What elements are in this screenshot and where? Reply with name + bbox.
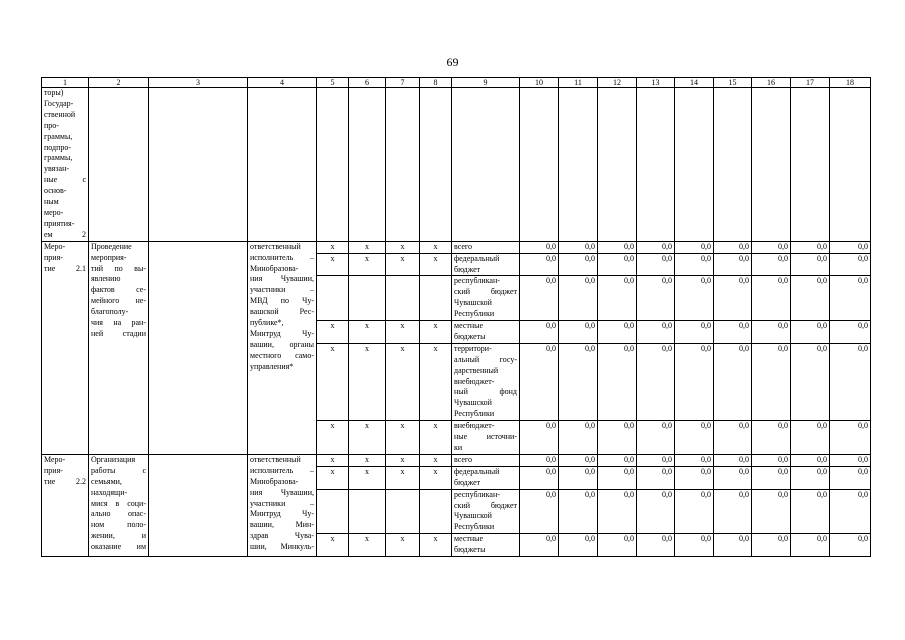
column-header: 2 (89, 78, 149, 88)
funding-source-text (454, 321, 517, 343)
text-line: ответственный (250, 241, 301, 251)
code-mark: x (349, 534, 386, 557)
text-line: исполнитель – (250, 252, 314, 262)
amount-value: 0,0 (714, 241, 752, 253)
column-header: 12 (598, 78, 637, 88)
text-line: здрав Чува- (250, 531, 314, 541)
code-mark: x (349, 253, 386, 276)
text-line: граммы, (44, 131, 73, 141)
text-line: мися в соци- (91, 498, 146, 508)
funding-source-text (454, 276, 517, 320)
carry-over-title-text (44, 88, 86, 241)
text-line: вашии, Мин- (250, 520, 314, 530)
column-header: 14 (675, 78, 714, 88)
text-line: чия на ран- (91, 318, 146, 328)
text-line: торы) (44, 88, 64, 97)
amount-value: 0,0 (637, 321, 675, 344)
amount-value: 0,0 (752, 489, 791, 534)
column-header: 9 (452, 78, 520, 88)
amount-value: 0,0 (714, 253, 752, 276)
code-mark: x (349, 466, 386, 489)
code-mark: x (317, 321, 349, 344)
text-line: Государ- (44, 98, 74, 108)
column-header: 7 (386, 78, 420, 88)
carry-over-row (42, 88, 871, 242)
amount-value: 0,0 (791, 489, 830, 534)
funding-source-text (454, 254, 517, 276)
event-number (42, 454, 89, 556)
text-line: явлению (91, 274, 121, 284)
column-header: 3 (149, 78, 248, 88)
empty-cell (386, 88, 420, 242)
text-line: ния Чувашии, (250, 487, 314, 497)
amount-value: 0,0 (752, 421, 791, 455)
event-name-text (91, 242, 146, 340)
empty-cell (791, 88, 830, 242)
text-line: территори- (454, 343, 492, 353)
amount-value: 0,0 (675, 466, 714, 489)
empty-cell (714, 88, 752, 242)
amount-value: 0,0 (752, 343, 791, 420)
text-line: ней стадии (91, 328, 146, 338)
amount-value: 0,0 (830, 421, 871, 455)
text-line: шии, Минкуль- (250, 542, 314, 552)
amount-value: 0,0 (598, 343, 637, 420)
text-line: Чувашской (454, 298, 492, 308)
text-line: жении, и (91, 531, 146, 541)
text-line: Проведение (91, 241, 132, 251)
text-line: вашской Рес- (250, 307, 314, 317)
text-line: граммы, (44, 153, 73, 163)
code-mark (349, 489, 386, 534)
amount-value: 0,0 (598, 466, 637, 489)
text-line: управления* (250, 361, 294, 371)
amount-value: 0,0 (675, 276, 714, 321)
budget-table (41, 77, 871, 557)
column-header: 13 (637, 78, 675, 88)
amount-value: 0,0 (675, 241, 714, 253)
text-line: вашии, органы (250, 339, 314, 349)
text-line: мероприя- (91, 252, 127, 262)
text-line: ный фонд (454, 387, 517, 397)
amount-value: 0,0 (791, 276, 830, 321)
code-mark: x (386, 343, 420, 420)
code-mark: x (420, 253, 452, 276)
text-line: ные источни- (454, 432, 517, 442)
amount-value: 0,0 (675, 253, 714, 276)
amount-value: 0,0 (714, 534, 752, 557)
event-number-text (44, 455, 86, 488)
amount-value: 0,0 (791, 321, 830, 344)
header-row (42, 78, 871, 88)
column-header: 16 (752, 78, 791, 88)
code-mark (386, 276, 420, 321)
amount-value: 0,0 (714, 421, 752, 455)
amount-value: 0,0 (714, 489, 752, 534)
text-line: внебюджет- (454, 421, 495, 431)
amount-value: 0,0 (598, 534, 637, 557)
text-line: Республики (454, 522, 495, 532)
code-mark: x (317, 241, 349, 253)
amount-value: 0,0 (830, 534, 871, 557)
funding-source (452, 421, 520, 455)
text-line: участники – (250, 285, 314, 295)
text-line: Минтруд Чу- (250, 328, 314, 338)
text-line: ном поло- (91, 520, 146, 530)
text-line: фактов се- (91, 285, 146, 295)
text-line: ным (44, 197, 59, 207)
amount-value: 0,0 (520, 343, 559, 420)
amount-value: 0,0 (598, 321, 637, 344)
text-line: тие 2.1 (44, 263, 86, 273)
amount-value: 0,0 (637, 276, 675, 321)
code-mark: x (420, 534, 452, 557)
funding-source (452, 241, 520, 253)
amount-value: 0,0 (714, 343, 752, 420)
text-line: ально опас- (91, 509, 146, 519)
column-header: 17 (791, 78, 830, 88)
table-row (42, 241, 871, 253)
text-line: Организация (91, 454, 136, 464)
code-mark: x (420, 454, 452, 466)
column-header: 15 (714, 78, 752, 88)
text-line: Республики (454, 409, 495, 419)
text-line: увязан- (44, 164, 70, 174)
text-line: Меро- (44, 241, 66, 251)
code-mark: x (317, 466, 349, 489)
amount-value: 0,0 (675, 489, 714, 534)
text-line: основ- (44, 186, 67, 196)
text-line: республикан- (454, 489, 500, 499)
event-name-text (91, 455, 146, 553)
code-mark: x (349, 343, 386, 420)
text-line: благополу- (91, 307, 129, 317)
amount-value: 0,0 (791, 253, 830, 276)
text-line: всего (454, 454, 473, 464)
code-mark (317, 276, 349, 321)
empty-cell (559, 88, 598, 242)
code-mark: x (386, 454, 420, 466)
code-mark: x (420, 343, 452, 420)
amount-value: 0,0 (559, 343, 598, 420)
amount-value: 0,0 (559, 534, 598, 557)
text-line: бюджеты (454, 545, 486, 555)
amount-value: 0,0 (752, 534, 791, 557)
table-row (42, 454, 871, 466)
amount-value: 0,0 (520, 241, 559, 253)
empty-cell (248, 88, 317, 242)
amount-value: 0,0 (791, 466, 830, 489)
amount-value: 0,0 (598, 276, 637, 321)
amount-value: 0,0 (598, 421, 637, 455)
text-line: Минобразова- (250, 263, 299, 273)
amount-value: 0,0 (714, 321, 752, 344)
text-line: публике*, (250, 318, 284, 328)
text-line: Чувашской (454, 511, 492, 521)
text-line: про- (44, 120, 59, 130)
amount-value: 0,0 (559, 489, 598, 534)
amount-value: 0,0 (559, 241, 598, 253)
amount-value: 0,0 (675, 454, 714, 466)
amount-value: 0,0 (752, 241, 791, 253)
code-mark: x (420, 321, 452, 344)
column-header: 4 (248, 78, 317, 88)
amount-value: 0,0 (559, 253, 598, 276)
funding-source (452, 276, 520, 321)
amount-value: 0,0 (752, 454, 791, 466)
funding-source (452, 321, 520, 344)
text-line: Чувашской (454, 398, 492, 408)
amount-value: 0,0 (752, 321, 791, 344)
text-line: семьями, (91, 476, 122, 486)
text-line: работы с (91, 465, 146, 475)
text-line: бюджет (454, 264, 481, 274)
amount-value: 0,0 (559, 421, 598, 455)
text-line: прия- (44, 465, 63, 475)
code-mark: x (317, 343, 349, 420)
code-mark: x (349, 321, 386, 344)
amount-value: 0,0 (598, 253, 637, 276)
amount-value: 0,0 (637, 241, 675, 253)
text-line: федеральный (454, 253, 500, 263)
text-line: МВД по Чу- (250, 296, 314, 306)
event-number-text (44, 242, 86, 275)
code-mark: x (386, 321, 420, 344)
empty-cell (598, 88, 637, 242)
event-empty-cell (149, 241, 248, 454)
text-line: меро- (44, 207, 64, 217)
amount-value: 0,0 (830, 454, 871, 466)
text-line: ответственный (250, 454, 301, 464)
text-line: Меро- (44, 454, 66, 464)
code-mark: x (317, 534, 349, 557)
amount-value: 0,0 (791, 343, 830, 420)
amount-value: 0,0 (752, 466, 791, 489)
amount-value: 0,0 (791, 454, 830, 466)
amount-value: 0,0 (675, 534, 714, 557)
amount-value: 0,0 (830, 253, 871, 276)
empty-cell (752, 88, 791, 242)
column-header: 10 (520, 78, 559, 88)
code-mark: x (349, 421, 386, 455)
text-line: ем 2 (44, 229, 86, 239)
text-line: всего (454, 241, 473, 251)
code-mark: x (386, 421, 420, 455)
event-executor-text (250, 455, 314, 553)
empty-cell (317, 88, 349, 242)
text-line: тий по вы- (91, 263, 146, 273)
text-line: бюджеты (454, 331, 486, 341)
funding-source-text (454, 344, 517, 420)
text-line: ственной (44, 109, 76, 119)
text-line: ки (454, 443, 463, 452)
amount-value: 0,0 (675, 343, 714, 420)
empty-cell (637, 88, 675, 242)
text-line: ский бюджет (454, 287, 517, 297)
event-empty-cell (149, 454, 248, 556)
amount-value: 0,0 (637, 489, 675, 534)
funding-source (452, 534, 520, 557)
funding-source (452, 343, 520, 420)
amount-value: 0,0 (520, 421, 559, 455)
amount-value: 0,0 (520, 454, 559, 466)
event-name (89, 454, 149, 556)
amount-value: 0,0 (598, 489, 637, 534)
code-mark (420, 276, 452, 321)
code-mark: x (386, 534, 420, 557)
amount-value: 0,0 (830, 276, 871, 321)
column-header: 5 (317, 78, 349, 88)
funding-source (452, 466, 520, 489)
text-line: Минтруд Чу- (250, 509, 314, 519)
code-mark: x (386, 466, 420, 489)
carry-over-title (42, 88, 89, 242)
amount-value: 0,0 (520, 276, 559, 321)
empty-cell (520, 88, 559, 242)
amount-value: 0,0 (752, 276, 791, 321)
text-line: бюджет (454, 477, 481, 487)
code-mark: x (349, 454, 386, 466)
amount-value: 0,0 (714, 466, 752, 489)
code-mark: x (349, 241, 386, 253)
amount-value: 0,0 (520, 253, 559, 276)
text-line: местные (454, 534, 484, 544)
text-line: ния Чувашии, (250, 274, 314, 284)
text-line: оказание им (91, 542, 146, 552)
funding-source-text (454, 421, 517, 454)
amount-value: 0,0 (559, 454, 598, 466)
funding-source (452, 253, 520, 276)
funding-source-text (454, 534, 517, 556)
empty-cell (675, 88, 714, 242)
code-mark: x (386, 253, 420, 276)
amount-value: 0,0 (791, 421, 830, 455)
text-line: местные (454, 321, 484, 331)
funding-source-text (454, 242, 517, 253)
amount-value: 0,0 (559, 276, 598, 321)
amount-value: 0,0 (830, 343, 871, 420)
empty-cell (420, 88, 452, 242)
amount-value: 0,0 (791, 534, 830, 557)
amount-value: 0,0 (637, 421, 675, 455)
event-executor (248, 241, 317, 454)
amount-value: 0,0 (559, 321, 598, 344)
code-mark: x (386, 241, 420, 253)
amount-value: 0,0 (830, 466, 871, 489)
column-header: 1 (42, 78, 89, 88)
amount-value: 0,0 (714, 454, 752, 466)
amount-value: 0,0 (791, 241, 830, 253)
text-line: Минобразова- (250, 476, 299, 486)
text-line: приятия- (44, 218, 75, 228)
funding-source (452, 454, 520, 466)
code-mark (317, 489, 349, 534)
amount-value: 0,0 (675, 321, 714, 344)
code-mark: x (317, 454, 349, 466)
amount-value: 0,0 (830, 489, 871, 534)
text-line: прия- (44, 252, 63, 262)
text-line: Республики (454, 309, 495, 319)
code-mark: x (317, 421, 349, 455)
text-line: участники – (250, 498, 314, 508)
amount-value: 0,0 (637, 534, 675, 557)
empty-cell (149, 88, 248, 242)
text-line: ский бюджет (454, 500, 517, 510)
amount-value: 0,0 (830, 241, 871, 253)
funding-source-text (454, 455, 517, 466)
amount-value: 0,0 (830, 321, 871, 344)
column-header: 18 (830, 78, 871, 88)
amount-value: 0,0 (598, 241, 637, 253)
amount-value: 0,0 (598, 454, 637, 466)
event-number (42, 241, 89, 454)
event-executor (248, 454, 317, 556)
column-header: 8 (420, 78, 452, 88)
empty-cell (349, 88, 386, 242)
amount-value: 0,0 (752, 253, 791, 276)
text-line: исполнитель – (250, 465, 314, 475)
text-line: мейного не- (91, 296, 146, 306)
amount-value: 0,0 (637, 343, 675, 420)
text-line: местного само- (250, 350, 314, 360)
amount-value: 0,0 (714, 276, 752, 321)
amount-value: 0,0 (675, 421, 714, 455)
amount-value: 0,0 (520, 321, 559, 344)
event-name (89, 241, 149, 454)
funding-source (452, 489, 520, 534)
empty-cell (89, 88, 149, 242)
event-executor-text (250, 242, 314, 373)
funding-source-text (454, 467, 517, 489)
amount-value: 0,0 (637, 454, 675, 466)
amount-value: 0,0 (637, 253, 675, 276)
code-mark: x (420, 241, 452, 253)
amount-value: 0,0 (637, 466, 675, 489)
empty-cell (830, 88, 871, 242)
amount-value: 0,0 (520, 489, 559, 534)
code-mark: x (420, 421, 452, 455)
text-line: находящи- (91, 487, 128, 497)
code-mark: x (317, 253, 349, 276)
funding-source-text (454, 490, 517, 534)
text-line: федеральный (454, 466, 500, 476)
text-line: дарственный (454, 365, 499, 375)
text-line: внебюджет- (454, 376, 495, 386)
code-mark: x (420, 466, 452, 489)
amount-value: 0,0 (520, 466, 559, 489)
amount-value: 0,0 (520, 534, 559, 557)
text-line: республикан- (454, 276, 500, 286)
column-header: 6 (349, 78, 386, 88)
page-number: 69 (446, 55, 459, 69)
text-line: тие 2.2 (44, 476, 86, 486)
code-mark (386, 489, 420, 534)
code-mark (420, 489, 452, 534)
code-mark (349, 276, 386, 321)
amount-value: 0,0 (559, 466, 598, 489)
column-header: 11 (559, 78, 598, 88)
text-line: ные с (44, 175, 86, 185)
text-line: альный госу- (454, 354, 517, 364)
text-line: подпро- (44, 142, 72, 152)
empty-cell (452, 88, 520, 242)
